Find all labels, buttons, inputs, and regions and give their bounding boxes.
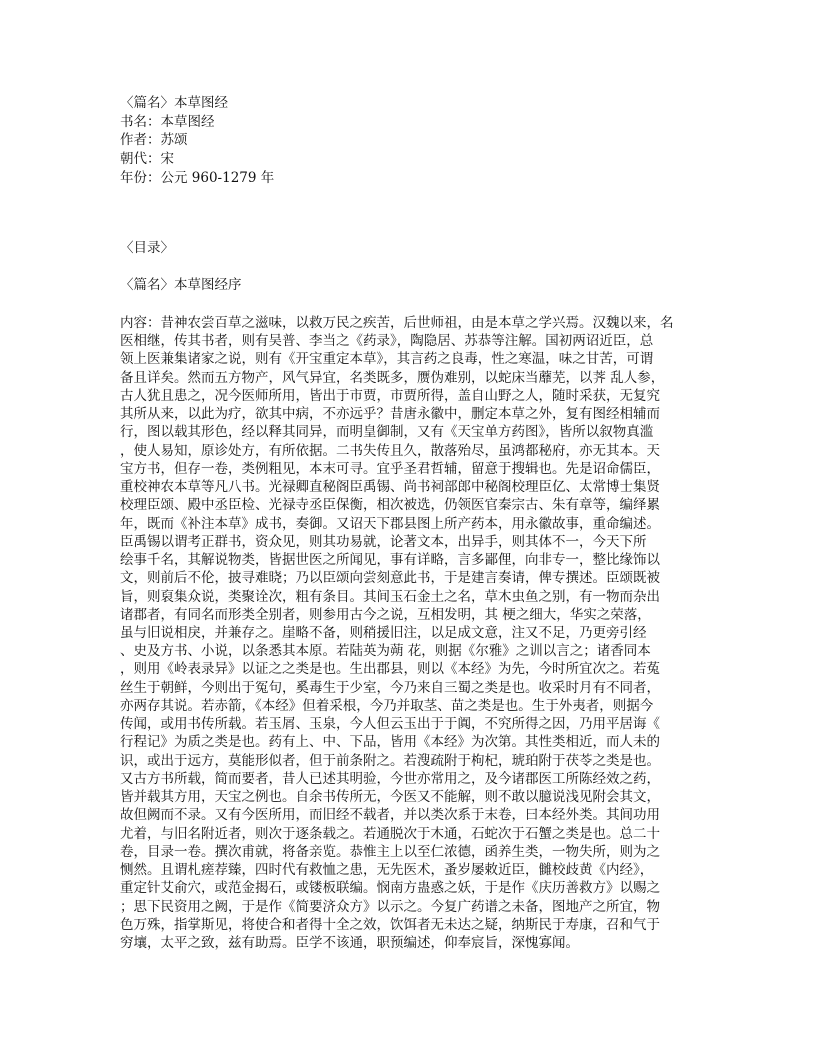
content-line: 皆并载其方用，天宝之例也。自余书传所无，今医又不能解，则不敢以臆说浅见附会其文， [120,789,660,806]
content-line: 穷壤，太平之致，兹有助焉。臣学不该通，职预编述，仰奉宸旨，深愧寡闻。 [120,934,579,951]
content-line: 识，或出于远方，莫能形似者，但于前条附之。若溲疏附于枸杞，琥珀附于茯苓之类是也。 [120,752,660,769]
content-line: 、史及方书、小说，以条悉其本原。若陆英为蒴 花，则据《尔雅》之训以言之；诸香同本 [120,643,651,660]
chapter-wrapper [120,276,242,295]
content-line: 年，既而《补注本草》成书，奏御。又诏天下郡县图上所产药本，用永徽故事，重命编述。 [120,515,660,532]
book-metadata [120,94,274,187]
content-line: ，则用《岭表录异》以证之之类是也。生出郡县，则以《本经》为先，今时所宜次之。若菟 [120,661,660,678]
content-line: 丝生于朝鲜，今则出于冤句，奚毒生于少室，今乃来自三蜀之类是也。收采时月有不同者， [120,679,660,696]
content-line: 医相继，传其书者，则有吴普、李当之《药录》，陶隐居、苏恭等注解。国初两诏近臣，总 [120,333,654,350]
content-line: 色万殊，指掌斯见，将使合和者得十全之效，饮饵者无未达之疑，纳斯民于寿康，召和气于 [120,916,660,933]
content-line: 虽与旧说相戾，并兼存之。崖略不备，则稍援旧注，以足成文意，注又不足，乃更旁引经 [120,624,647,641]
content-line: 绘事千名，其解说物类，皆据世医之所闻见，事有详略，言多鄙俚，向非专一，整比缘饰以 [120,552,660,569]
chapter-title: 〈篇名〉本草图经序 [120,277,242,293]
content-line: 行，图以载其形色，经以释其同异，而明皇御制，又有《天宝单方药图》，皆所以叙物真滥 [120,424,654,441]
content-line: ，使人易知，原诊处方，有所依据。二书失传且久，散落殆尽，虽鸿都秘府，亦无其本。天 [120,442,660,459]
author: 作者：苏颂 [120,132,188,149]
content-line: 备且详矣。然而五方物产，风气异宜，名类既多，赝伪难别，以蛇床当蘼芜，以荠 乱人参， [120,369,665,386]
content-line: 行程记》为质之类是也。药有上、中、下品，皆用《本经》为次第。其性类相近，而人未的 [120,734,660,751]
content-line: 重定针艾俞穴，或范金揭石，或镂板联编。悯南方蛊惑之妖，于是作《庆历善救方》以赐之 [120,880,660,897]
content-line: 亦两存其说。若赤箭，《本经》但着采根，今乃并取茎、苗之类是也。生于外夷者，则据今 [120,697,654,714]
content-line: 旨，则裒集众说，类聚诠次，粗有条目。其间玉石金土之名，草木虫鱼之别，有一物而杂出 [120,588,660,605]
content-line: 古人犹且患之，况今医师所用，皆出于市贾，市贾所得，盖自山野之人，随时采获，无复究 [120,387,660,404]
book-name: 书名：本草图经 [120,113,215,130]
content-line: 诸郡者，有同名而形类全别者，则参用古今之说，互相发明，其 梗之细大，华实之荣落， [120,606,651,623]
content-line: 恻然。且谓札瘥荐臻，四时代有救恤之患，无先医术，蚤岁屡敕近臣，雠校歧黄《内经》， [120,862,654,879]
content-line: ；思下民资用之阙，于是作《简要济众方》以示之。今复广药谱之未备，图地产之所宜，物 [120,898,660,915]
dynasty: 朝代：宋 [120,151,174,168]
content-line: 卷，目录一卷。撰次甫就，将备亲览。恭惟主上以至仁浓德，函养生类，一物失所，则为之 [120,843,660,860]
content-line: 尤着，与旧名附近者，则次于逐条载之。若通脱次于木通，石蛇次于石蟹之类是也。总二十 [120,825,660,842]
content-body [120,314,674,952]
toc-wrapper [120,239,174,258]
toc-label: 〈目录〉 [120,240,174,256]
content-line: 又古方书所载，简而要者，昔人已述其明验，今世亦常用之，及今诸郡医工所陈经效之药， [120,770,660,787]
content-line: 传闻，或用书传所载。若玉屑、玉泉，今人但云玉出于于阗，不究所得之因，乃用平居诲《 [120,716,660,733]
years: 年份：公元 960-1279 年 [120,169,275,186]
content-line: 内容：昔神农尝百草之滋味，以救万民之疾苦，后世师祖，由是本草之学兴焉。汉魏以来，名 [120,315,674,331]
content-line: 宝方书，但存一卷，类例粗见，本末可寻。宜乎圣君哲辅，留意于搜辑也。先是诏命儒臣， [120,460,660,477]
content-line: 校理臣颂、殿中丞臣检、光禄寺丞臣保衡，相次被选，仍领医官秦宗古、朱有章等，编绎累 [120,497,660,514]
content-line: 重校神农本草等凡八书。光禄卿直秘阁臣禹锡、尚书祠部郎中秘阁校理臣亿、太常博士集贤 [120,479,660,496]
content-line: 领上医兼集诸家之说，则有《开宝重定本草》，其言药之良毒，性之寒温，味之甘苦，可谓 [120,351,654,368]
content-line: 其所从来，以此为疗，欲其中病，不亦远乎？昔唐永徽中，删定本草之外，复有图经相辅而 [120,406,660,423]
content-line: 故但阙而不录。又有今医所用，而旧经不载者，并以类次系于末卷，曰本经外类。其间功用 [120,807,660,824]
content-line: 文，则前后不伦，披寻难晓；乃以臣颂向尝刻意此书，于是建言奏请，俾专撰述。臣颂既被 [120,570,660,587]
section-title: 〈篇名〉本草图经 [120,95,228,111]
content-line: 臣禹锡以谓考正群书，资众见，则其功易就，论著文本，出异手，则其体不一，今天下所 [120,533,647,550]
